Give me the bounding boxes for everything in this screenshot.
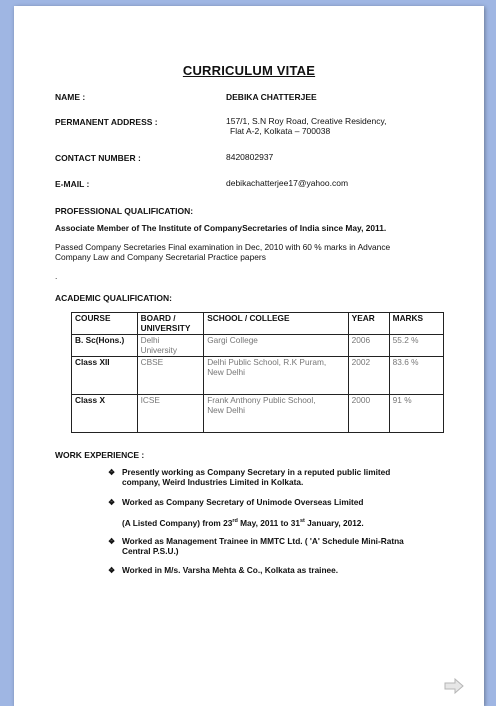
professional-line2: Passed Company Secretaries Final examination in Dec, 2010 with 60 % marks in Advance: [55, 242, 391, 252]
cell-board: ICSE: [137, 395, 204, 433]
arrow-right-icon[interactable]: [444, 678, 464, 694]
cell-school: [204, 357, 348, 395]
header-board-line1: BOARD /: [140, 313, 176, 323]
cell-school-line1: Delhi Public School, R.K Puram,: [207, 357, 327, 367]
email-label: E-MAIL :: [55, 179, 90, 189]
diamond-bullet-icon: ❖: [108, 566, 116, 575]
cell-course: Class XII: [72, 357, 138, 395]
contact-value: 8420802937: [226, 152, 274, 162]
cell-marks: 55.2 %: [389, 335, 443, 357]
professional-line1: Associate Member of The Institute of CompanySecretaries of India since May, 2011.: [55, 223, 387, 233]
work-item3-line1: Worked as Management Trainee in MMTC Ltd. ( 'A' Schedule Mini-Ratna: [122, 536, 404, 546]
header-marks: MARKS: [389, 313, 443, 335]
academic-table: [71, 312, 444, 433]
cell-course: Class X: [72, 395, 138, 433]
header-board-line2: UNIVERSITY: [140, 322, 191, 333]
cell-school: [204, 395, 348, 433]
cell-year: 2002: [348, 357, 389, 395]
table-row: [72, 357, 444, 395]
work-item2: Worked as Company Secretary of Unimode Overseas Limited: [122, 497, 364, 507]
cell-board: CBSE: [137, 357, 204, 395]
professional-line3: Company Law and Company Secretarial Practice papers: [55, 252, 266, 262]
diamond-bullet-icon: ❖: [108, 537, 116, 546]
work-item1-line1: Presently working as Company Secretary in a reputed public limited: [122, 467, 391, 477]
work-item2-sub-sup1: rd: [232, 518, 238, 524]
cell-marks: 91 %: [389, 395, 443, 433]
professional-heading: PROFESSIONAL QUALIFICATION:: [55, 206, 194, 216]
work-item2-sub-b: May, 2011 to 31: [237, 517, 300, 528]
cell-marks: 83.6 %: [389, 357, 443, 395]
cell-school-line1: Frank Anthony Public School,: [207, 395, 316, 405]
cell-year: 2000: [348, 395, 389, 433]
header-board: [137, 313, 204, 335]
cell-school-line2: New Delhi: [207, 404, 245, 415]
work-heading: WORK EXPERIENCE :: [55, 450, 145, 460]
diamond-bullet-icon: ❖: [108, 468, 116, 477]
cell-board-line1: Delhi: [140, 335, 160, 345]
name-value: DEBIKA CHATTERJEE: [226, 92, 317, 102]
cell-school: Gargi College: [204, 335, 348, 357]
email-value: debikachatterjee17@yahoo.com: [226, 178, 349, 188]
page-title: CURRICULUM VITAE: [182, 63, 316, 78]
diamond-bullet-icon: ❖: [108, 498, 116, 507]
address-line1: 157/1, S.N Roy Road, Creative Residency,: [226, 116, 387, 126]
work-item2-sub-sup2: st: [299, 518, 305, 524]
header-school: SCHOOL / COLLEGE: [204, 313, 348, 335]
address-label: PERMANENT ADDRESS :: [55, 117, 158, 127]
work-item2-sub: [122, 517, 442, 528]
cell-board-line2: University: [140, 344, 177, 355]
professional-dot: .: [55, 271, 58, 281]
cell-school-line2: New Delhi: [207, 366, 245, 377]
header-year: YEAR: [348, 313, 389, 335]
work-item2-sub-a: (A Listed Company) from 23: [122, 517, 233, 528]
document-page: [14, 6, 484, 706]
contact-label: CONTACT NUMBER :: [55, 153, 141, 163]
cell-board: [137, 335, 204, 357]
work-item4: Worked in M/s. Varsha Mehta & Co., Kolkata as trainee.: [122, 565, 339, 575]
work-item3-line2: Central P.S.U.): [122, 545, 179, 556]
work-item2-sub-c: January, 2012.: [304, 517, 364, 528]
table-row: [72, 335, 444, 357]
cell-course: B. Sc(Hons.): [72, 335, 138, 357]
address-line2: Flat A-2, Kolkata – 700038: [230, 126, 331, 136]
work-item1-line2: company, Weird Industries Limited in Kolkata.: [122, 476, 304, 487]
cell-year: 2006: [348, 335, 389, 357]
header-course: COURSE: [72, 313, 138, 335]
name-label: NAME :: [55, 92, 86, 102]
academic-heading: ACADEMIC QUALIFICATION:: [55, 293, 172, 303]
table-header-row: [72, 313, 444, 335]
table-row: [72, 395, 444, 433]
